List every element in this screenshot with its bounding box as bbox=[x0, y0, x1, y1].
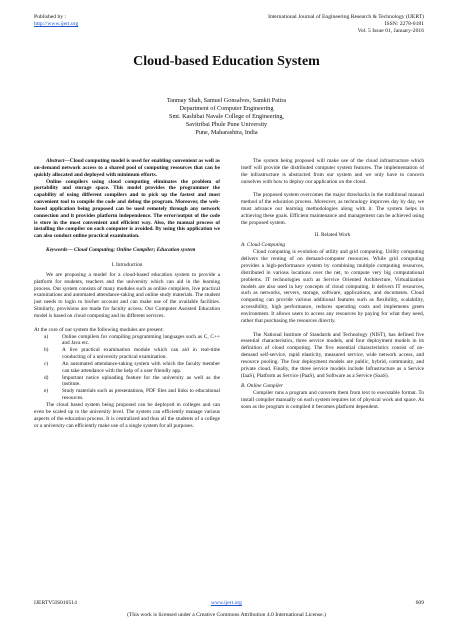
list-item-text: Important notice uploading feature for the university as well as the institute. bbox=[62, 374, 220, 388]
intro-paragraph-2: At the core of our system the following modules are present: bbox=[34, 326, 164, 333]
list-item bbox=[34, 361, 220, 375]
abstract-paragraph-1 bbox=[34, 158, 220, 179]
list-item-label: b) bbox=[44, 347, 49, 354]
list-item-label: e) bbox=[44, 388, 49, 395]
list-item bbox=[34, 375, 220, 389]
journal-name: International Journal of Engineering Research & Technology (IJERT) bbox=[268, 14, 424, 20]
author-names: Tanmay Shah, Samuel Gonsalves, Samkit Patira bbox=[166, 97, 287, 104]
author-college: Smt. Kashibai Navale College of Engineering, bbox=[169, 113, 284, 121]
subsection-heading-cloud-computing: A. Cloud Computing bbox=[241, 242, 286, 249]
keywords-label: Keywords bbox=[46, 247, 68, 254]
keywords-paragraph bbox=[34, 247, 220, 254]
intro-paragraph-1: We are proposing a model for a cloud-based education system to provide a platform for students, teachers and the university which can aid in the learning process. Our system consists of many modules such as online compilers, live practical examinations and automated attendance-taking and online study materials. The student just needs to login to his/her account and can make use of the available facilities. Similarly, provisions are made for faculty access. Our Computer Assisted Education model is based on cloud computing and its different services. bbox=[34, 271, 220, 319]
list-item bbox=[34, 388, 220, 402]
abstract-paragraph-2: Online compilers using cloud computing eliminates the problem of portability and storage space. This model provides the programmer the capability of using different compilers and to pick up the fastest and most convenient tool to compile the code and debug the program. Moreover, the web-based application being proposed can be used remotely through any network connection and it provides platform independence. The error/output of the code is store in the most convenient and efficient way. Also, the manual process of installing the compiler on each computer is avoided. By using this application we can also conduct online practical examination. bbox=[34, 178, 220, 240]
author-location: Pune, Maharashtra, India bbox=[195, 129, 258, 137]
list-item-text: Study materials such as presentations, PDF files and links to educational resources. bbox=[62, 388, 220, 402]
published-by-label: Published by : bbox=[34, 14, 67, 20]
abstract-text-1: —Cloud computing model is used for enabling convenient as well as on-demand network access to a shared pool of computing resources that can be quickly allocated and deployed with minimum efforts. bbox=[34, 158, 220, 178]
keywords-text: — Cloud Computing; Online Compiler; Education system bbox=[67, 247, 196, 254]
author-block bbox=[0, 97, 453, 137]
author-university: Savitribai Phule Pune University bbox=[185, 121, 268, 129]
paper-id: IJERTV5IS010514 bbox=[34, 600, 77, 606]
abstract-label: Abstract bbox=[46, 158, 65, 164]
page-number: 609 bbox=[415, 600, 424, 606]
footer-url-link[interactable]: www.ijert.org bbox=[211, 600, 242, 606]
body-paragraph-online-compiler: Compiler runs a program and converts them from text to executable format. To install compiler manually on each system requires lot of physical work and space. As soon as the program is compiled it becomes platform dependent. bbox=[241, 390, 424, 410]
right-column bbox=[241, 158, 424, 411]
body-paragraph-system: The system being proposed will make use of the cloud infrastructure which itself will provide the distributed computer system features. The implementation of the infrastructure is abstracted from our system and we only have to concern ourselves with how to deploy our application on the cloud. bbox=[241, 158, 424, 185]
section-heading-related-work: II. Related Work bbox=[314, 231, 351, 238]
module-list bbox=[34, 334, 220, 402]
intro-paragraph-3: The cloud based system being proposed can be deployed in colleges and can even be scaled up to the university level. The system can efficiently manage various aspects of the education process. It is centralized and thus all the students of a college or a university can efficiently make use of a single system for all purposes. bbox=[34, 402, 220, 429]
left-column bbox=[34, 158, 220, 429]
section-heading-introduction: I. Introduction bbox=[111, 261, 143, 268]
list-item-label: c) bbox=[44, 360, 49, 367]
list-item-label: d) bbox=[44, 374, 49, 381]
author-department: Department of Computer Engineering bbox=[179, 105, 274, 113]
subsection-heading-online-compiler: B. Online Compiler bbox=[241, 383, 284, 390]
list-item-text: An automated attendance-taking system with which the faculty member can take attendance with the help of a user friendly app. bbox=[62, 360, 220, 374]
list-item bbox=[34, 347, 220, 361]
journal-url-link[interactable]: http://www.ijert.org bbox=[34, 21, 79, 27]
list-item-label: a) bbox=[44, 333, 49, 340]
list-item-text: A live practical examination module which can aid in real-time conducting of a university practical examination. bbox=[62, 347, 220, 361]
body-paragraph-proposed: The proposed system overcomes the major drawbacks in the traditional manual method of the education process. Moreover, as technology improves day by day, we must advance our learning methodologies along with it. The system helps in achieving these goals. Efficient maintenance and management can be achieved using the proposed system. bbox=[241, 192, 424, 226]
license-notice: (This work is licensed under a Creative Commons Attribution 4.0 International License.) bbox=[127, 612, 326, 618]
paper-title: Cloud-based Education System bbox=[133, 54, 320, 69]
volume-issue: Vol. 5 Issue 01, January-2016 bbox=[357, 28, 424, 34]
body-paragraph-cloud-computing: Cloud computing is evolution of utility and grid computing. Utility computing delivers the renting of on demand-computer resources. While grid computing provides a high-performance system by combining multiple computing resources, distributed in various locations over the net, to compute very big computational problems. IT technologies such as Service Oriented Architecture, Virtualization models are also used in key concepts of cloud computing. It delivers IT resources, such as networks, servers, storage, software, applications, and documents. Cloud computing can provide various additional features such as flexibility, scalability, accessibility, high performance, reduces operating costs and implements green environment. It allows users to access any resources by paying for what they need, rather that purchasing the resources directly. bbox=[241, 249, 424, 324]
list-item-text: Online compilers for compiling programming languages such as C, C++ and Java etc. bbox=[62, 333, 220, 347]
body-paragraph-nist: The National Institute of Standards and Technology (NIST), has defined five essential characteristics, three service models, and four deployment models in its definition of cloud computing. The five essential characteristics consist of on-demand self-service, rapid elasticity, measured service, wide network access, and resource pooling. The four deployment models are public, hybrid, community, and private cloud. Finally, the three service models include Infrastructure as a Service (IaaS), Platform as Service (PaaS), and Software as a Service (SaaS). bbox=[241, 331, 424, 379]
list-item bbox=[34, 334, 220, 348]
issn: ISSN: 2278-0181 bbox=[384, 21, 424, 27]
publisher-block bbox=[34, 14, 154, 28]
journal-info-block bbox=[259, 14, 424, 35]
